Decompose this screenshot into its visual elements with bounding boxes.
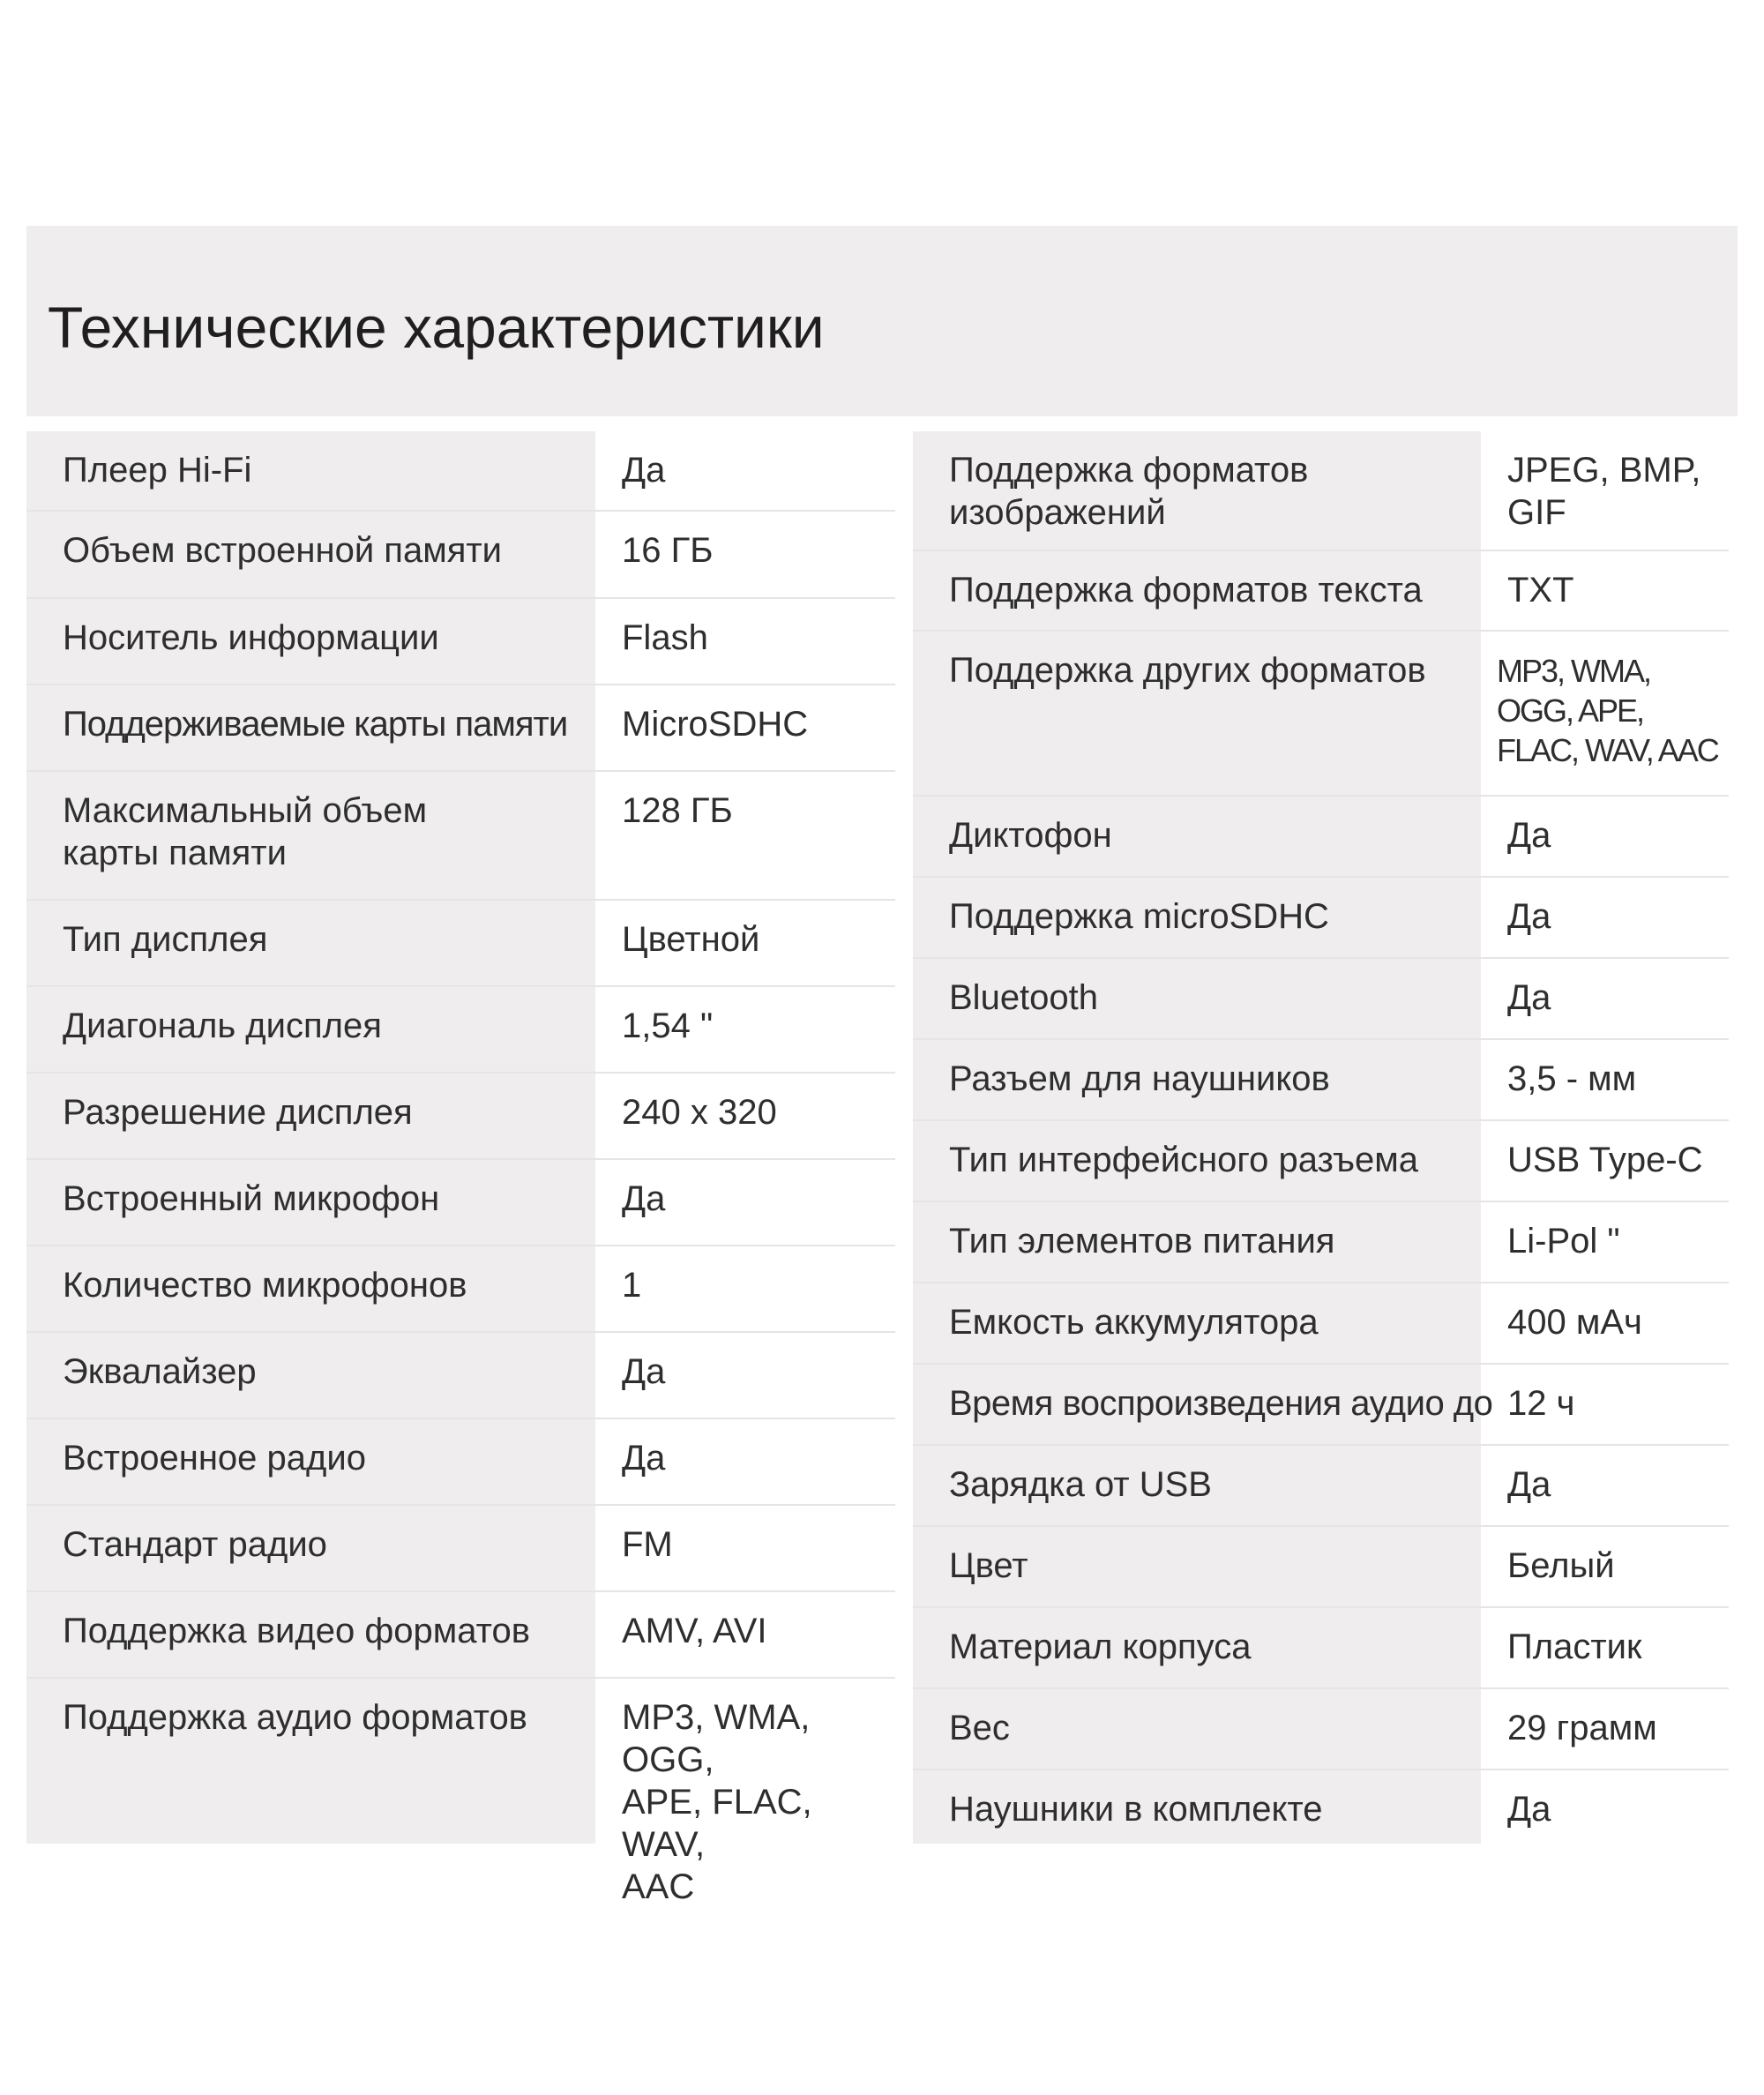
spec-value: MP3, WMA, OGG, APE, FLAC, WAV, AAC	[1497, 653, 1718, 768]
spec-label: Время воспроизведения аудио до	[949, 1384, 1493, 1423]
spec-value: 16 ГБ	[622, 531, 714, 570]
spec-value: Да	[622, 1439, 666, 1478]
spec-row	[913, 632, 1729, 797]
spec-row	[26, 512, 895, 599]
spec-value: TXT	[1507, 571, 1574, 610]
spec-value: 1	[622, 1266, 642, 1305]
spec-value: Да	[622, 451, 666, 490]
spec-value: FM	[622, 1525, 673, 1564]
spec-row	[26, 1506, 895, 1592]
spec-row	[26, 1160, 895, 1246]
spec-row	[913, 551, 1729, 632]
spec-label: Наушники в комплекте	[949, 1790, 1323, 1829]
spec-value: Пластик	[1507, 1627, 1642, 1666]
spec-label: Поддержка форматов текста	[949, 571, 1423, 610]
spec-value: Да	[622, 1179, 666, 1218]
spec-value: Цветной	[622, 920, 760, 959]
spec-row	[913, 1608, 1729, 1689]
spec-label: Зарядка от USB	[949, 1465, 1212, 1504]
spec-value: 1,54 "	[622, 1006, 714, 1045]
spec-label: Разъем для наушников	[949, 1059, 1330, 1098]
specs-table-right	[913, 431, 1729, 1851]
spec-row	[26, 1679, 895, 1906]
spec-label: Плеер Hi-Fi	[63, 451, 252, 490]
spec-value: Да	[622, 1352, 666, 1391]
spec-label: Объем встроенной памяти	[63, 531, 503, 570]
spec-row	[26, 1333, 895, 1419]
spec-row	[26, 772, 895, 901]
spec-label: Поддержка аудио форматов	[63, 1698, 527, 1737]
spec-value: 128 ГБ	[622, 791, 733, 830]
spec-label: Поддержка других форматов	[949, 651, 1426, 690]
spec-label: Эквалайзер	[63, 1352, 257, 1391]
spec-value: Да	[1507, 1465, 1551, 1504]
spec-row	[913, 1770, 1729, 1851]
spec-row	[26, 1592, 895, 1679]
spec-row	[913, 1283, 1729, 1365]
spec-value: Белый	[1507, 1546, 1615, 1585]
spec-row	[26, 1074, 895, 1160]
spec-label: Количество микрофонов	[63, 1266, 467, 1305]
spec-label: Тип дисплея	[63, 920, 268, 959]
spec-value: MP3, WMA, OGG, APE, FLAC, WAV, AAC	[622, 1698, 812, 1906]
spec-label: Вес	[949, 1709, 1010, 1747]
spec-row	[26, 685, 895, 772]
spec-row	[913, 1121, 1729, 1202]
spec-label: Поддерживаемые карты памяти	[63, 705, 568, 744]
spec-value: JPEG, BMP, GIF	[1507, 451, 1701, 532]
spec-value: Да	[1507, 897, 1551, 936]
spec-value: Flash	[622, 618, 708, 657]
spec-value: Li-Pol "	[1507, 1222, 1620, 1261]
spec-label: Максимальный объем карты памяти	[63, 791, 428, 872]
spec-label: Тип интерфейсного разъема	[949, 1141, 1418, 1179]
spec-label: Емкость аккумулятора	[949, 1303, 1319, 1342]
spec-value: 12 ч	[1507, 1384, 1575, 1423]
spec-row	[913, 878, 1729, 959]
spec-row	[26, 1419, 895, 1506]
spec-label: Носитель информации	[63, 618, 439, 657]
spec-row	[913, 1689, 1729, 1770]
spec-row	[913, 1365, 1729, 1446]
spec-label: Встроенное радио	[63, 1439, 366, 1478]
spec-row	[26, 901, 895, 987]
spec-label: Материал корпуса	[949, 1627, 1252, 1666]
spec-label: Диагональ дисплея	[63, 1006, 382, 1045]
spec-row	[913, 431, 1729, 551]
spec-label: Поддержка форматов изображений	[949, 451, 1309, 532]
spec-value: USB Type-C	[1507, 1141, 1703, 1179]
spec-label: Поддержка microSDHC	[949, 897, 1329, 936]
spec-value: 29 грамм	[1507, 1709, 1657, 1747]
spec-value: AMV, AVI	[622, 1612, 767, 1650]
spec-value: MicroSDHC	[622, 705, 809, 744]
spec-label: Цвет	[949, 1546, 1028, 1585]
spec-value: 400 мАч	[1507, 1303, 1642, 1342]
spec-label: Стандарт радио	[63, 1525, 327, 1564]
title-band	[26, 226, 1738, 416]
spec-row	[913, 959, 1729, 1040]
spec-row	[913, 1202, 1729, 1283]
spec-value: 3,5 - мм	[1507, 1059, 1637, 1098]
spec-value: 240 x 320	[622, 1093, 777, 1132]
spec-row	[26, 431, 895, 512]
spec-label: Разрешение дисплея	[63, 1093, 413, 1132]
spec-value: Да	[1507, 816, 1551, 855]
specs-table-left	[26, 431, 895, 1906]
spec-label: Поддержка видео форматов	[63, 1612, 530, 1650]
spec-value: Да	[1507, 1790, 1551, 1829]
spec-value: Да	[1507, 978, 1551, 1017]
spec-row	[26, 987, 895, 1074]
spec-row	[913, 1040, 1729, 1121]
spec-label: Диктофон	[949, 816, 1112, 855]
spec-row	[26, 599, 895, 685]
spec-label: Bluetooth	[949, 978, 1099, 1017]
spec-label: Тип элементов питания	[949, 1222, 1335, 1261]
spec-row	[913, 1527, 1729, 1608]
spec-label: Встроенный микрофон	[63, 1179, 440, 1218]
page-title: Технические характеристики	[48, 295, 825, 360]
spec-row	[26, 1246, 895, 1333]
spec-row	[913, 797, 1729, 878]
spec-row	[913, 1446, 1729, 1527]
